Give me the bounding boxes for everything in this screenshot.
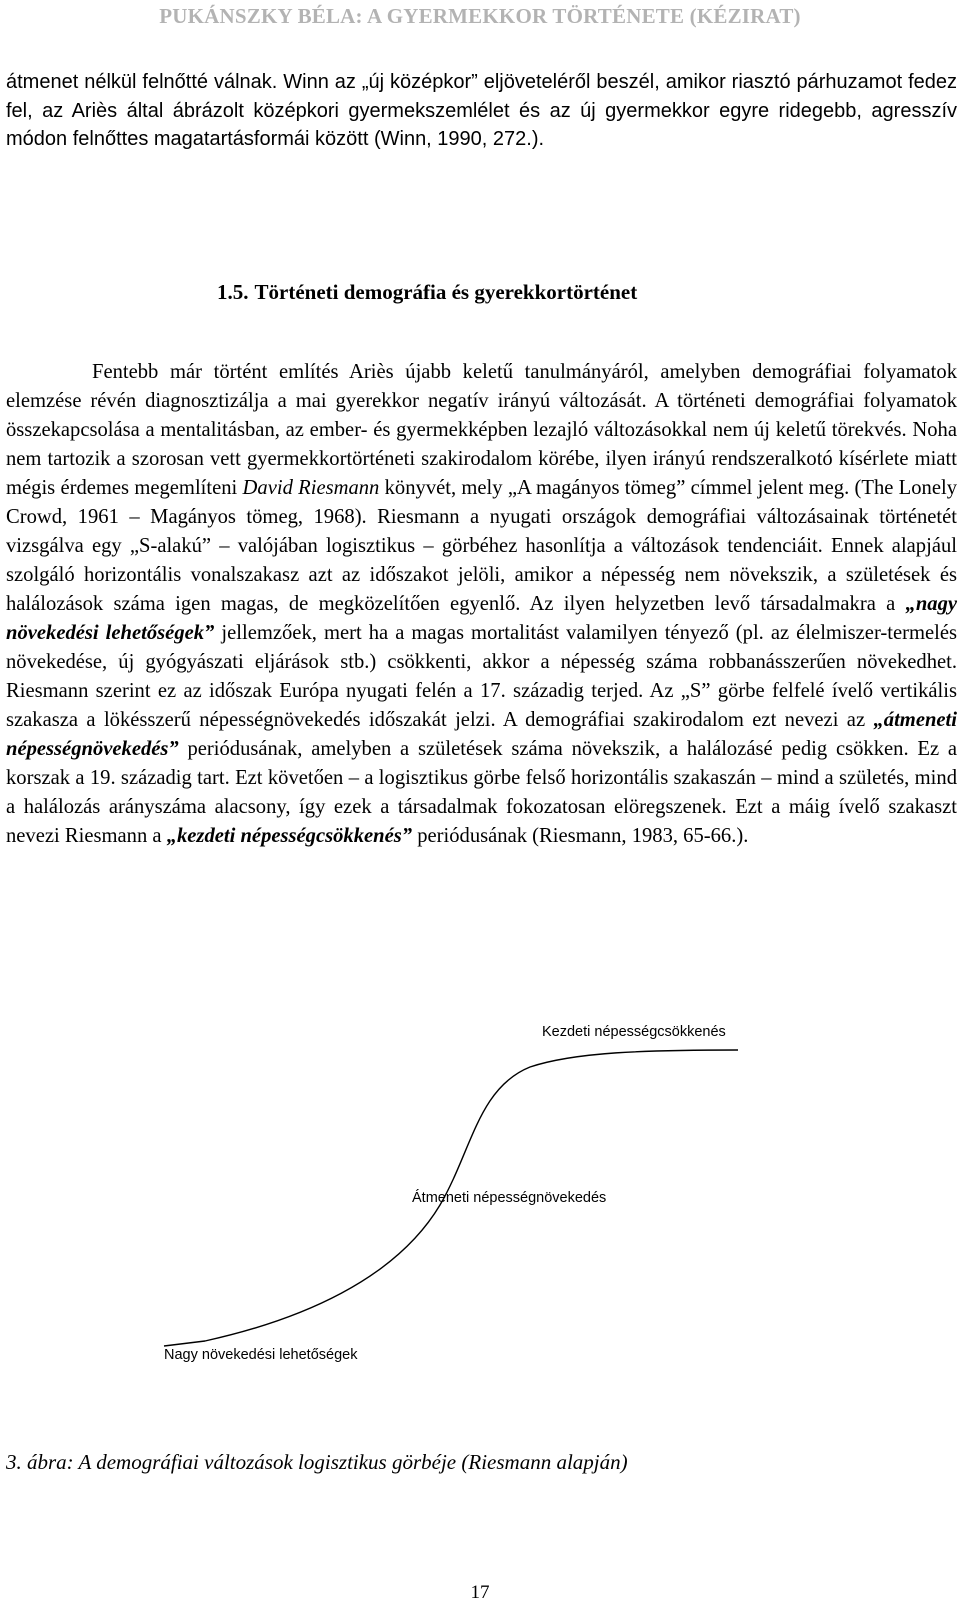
body-text-2: könyvét, mely „A magányos tömeg” címmel jelent meg. (The Lonely Crowd, 1961 – Magányos tömeg, 1968). Riesmann a nyugati országok demográfiai változásainak történetét vizsgálva egy „S-alakú” – valójában logisztikus – görbéhez hasonlítja a változások tendenciáit. Ennek alapjául szolgáló horizontális vonalszakasz azt az időszakot jelöli, amikor a népesség nem növekszik, a születések és halálozások száma igen magas, de megközelítően egyenlő. Az ilyen helyzetben levő társadalmakra a xyxy=(6,477,957,615)
logistic-curve-figure xyxy=(0,1020,960,1440)
term-kezdeti: „kezdeti népességcsökkenés” xyxy=(166,825,413,847)
figure-caption: 3. ábra: A demográfiai változások logisztikus görbéje (Riesmann alapján) xyxy=(6,1450,628,1474)
label-kezdeti-nepessegcsokkenes: Kezdeti népességcsökkenés xyxy=(542,1024,726,1040)
running-header: PUKÁNSZKY BÉLA: A GYERMEKKOR TÖRTÉNETE (KÉZIRAT) xyxy=(159,4,801,28)
body-text-4: periódusának, amelyben a születések száma növekszik, a halálozásé pedig csökken. Ez a korszak a 19. századig tart. Ezt követően – a logisztikus görbe felső horizontális szakaszán – mind a születés, mind a halálozás arányszáma alacsony, így ezek a társadalmak fokozatosan elöregszenek. Ezt a máig ívelő szakaszt nevezi Riesmann a xyxy=(6,738,957,847)
body-text-3: jellemzőek, mert ha a magas mortalitást valamilyen tényező (pl. az élelmiszer-termelés növekedése, új gyógyászati eljárások stb.) csökkenti, akkor a népesség száma robbanásszerűen növekedhet. Riesmann szerint ez az időszak Európa nyugati felén a 17. századig terjed. Az „S” görbe felfelé ívelő vertikális szakasza a lökésszerű népességnövekedés időszakát jelzi. A demográfiai szakirodalom ezt nevezi az xyxy=(6,622,958,731)
section-number: 1.5. xyxy=(217,280,249,304)
label-atmeneti-nepessegnovekedes: Átmeneti népességnövekedés xyxy=(412,1190,607,1206)
body-paragraph xyxy=(6,358,957,851)
body-text-5: periódusának (Riesmann, 1983, 65-66.). xyxy=(412,825,749,847)
section-title: Történeti demográfia és gyerekkortörténet xyxy=(254,280,638,304)
body-text-1: Fentebb már történt említés Ariès újabb keletű tanulmányáról, amelyben demográfiai folyamatok elemzése révén diagnosztizálja a mai gyerekkor negatív irányú változását. A történeti demográfiai folyamatok összekapcsolása a mentalitásban, az ember- és gyermekképben lezajló változásokkal nem új keletű törekvés. Noha nem tartozik a szorosan vett gyermekkortörténeti szakirodalom körébe, ilyen irányú rendszeralkotó kísérlete miatt mégis érdemes megemlíteni xyxy=(6,361,957,499)
page-number: 17 xyxy=(470,1582,490,1603)
term-nagy-novekedesi: „nagy növekedési lehetőségek” xyxy=(6,593,957,644)
section-heading xyxy=(217,280,637,305)
intro-paragraph: átmenet nélkül felnőtté válnak. Winn az „új középkor” eljöveteléről beszél, amikor riasztó párhuzamot fedez fel, az Ariès által ábrázolt középkori gyermekszemlélet és az új gyermekkor egyre ridegebb, agresszív módon felnőttes magatartásformái között (Winn, 1990, 272.). xyxy=(6,71,957,151)
label-nagy-novekedesi-lehetosegek: Nagy növekedési lehetőségek xyxy=(164,1347,358,1363)
logistic-curve-svg xyxy=(0,1020,960,1440)
term-atmeneti: „átmeneti népességnövekedés” xyxy=(6,709,957,760)
author-name: David Riesmann xyxy=(242,477,380,499)
